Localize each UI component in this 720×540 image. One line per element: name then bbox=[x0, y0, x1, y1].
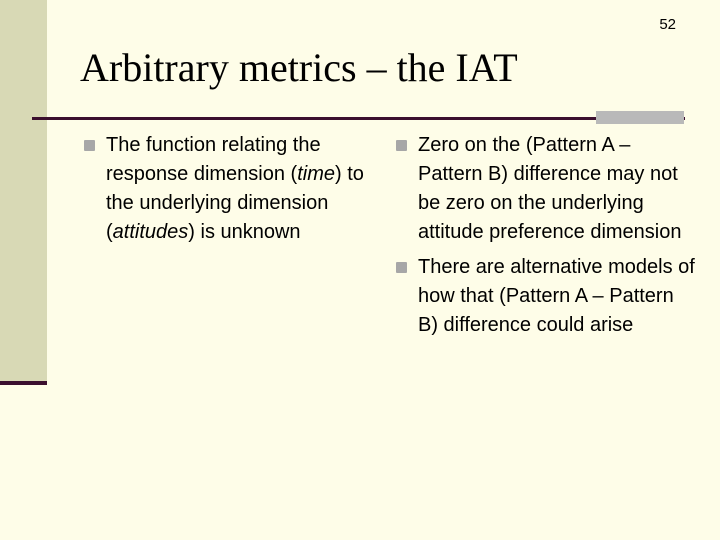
bullet-item bbox=[84, 131, 374, 247]
left-column bbox=[84, 131, 374, 253]
title-rule-accent bbox=[596, 111, 684, 124]
slide-title: Arbitrary metrics – the IAT bbox=[80, 45, 518, 90]
bullet-text: The function relating the response dimension ( bbox=[106, 134, 321, 185]
square-bullet-icon bbox=[396, 140, 407, 151]
bullet-text: ) to the underlying dimension ( bbox=[106, 163, 364, 243]
bullet-text: ) is unknown bbox=[188, 221, 301, 243]
left-band-foot-rule bbox=[0, 381, 47, 385]
title-underline-rule bbox=[32, 117, 685, 120]
bullet-item bbox=[396, 253, 696, 340]
bullet-item bbox=[396, 131, 696, 247]
left-decorative-band bbox=[0, 0, 47, 384]
slide-number: 52 bbox=[659, 16, 676, 33]
bullet-text: There are alternative models of how that (Pattern A – Pattern B) difference could arise bbox=[418, 256, 695, 336]
square-bullet-icon bbox=[396, 262, 407, 273]
bullet-text-italic: attitudes bbox=[112, 221, 189, 243]
bullet-text-italic: time bbox=[297, 163, 336, 185]
square-bullet-icon bbox=[84, 140, 95, 151]
right-column bbox=[396, 131, 696, 346]
bullet-text: Zero on the (Pattern A – Pattern B) difference may not be zero on the underlying attitude preference dimension bbox=[418, 134, 682, 243]
